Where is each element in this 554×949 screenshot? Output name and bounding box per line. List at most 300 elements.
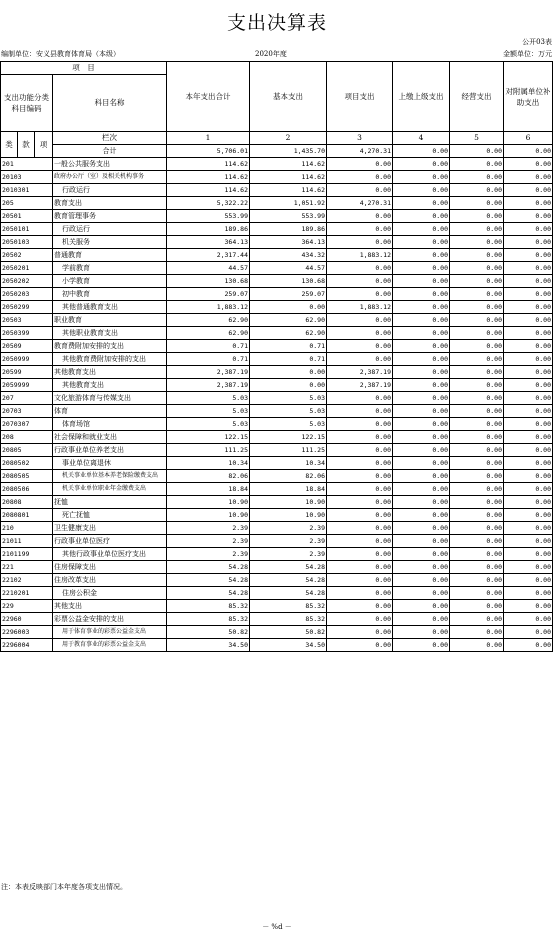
row-value: 0.00 [393, 522, 450, 535]
row-value: 0.00 [327, 223, 393, 236]
row-value: 0.00 [393, 379, 450, 392]
row-value: 0.00 [393, 275, 450, 288]
row-value: 0.00 [327, 522, 393, 535]
row-value: 0.00 [327, 626, 393, 639]
row-value: 0.00 [504, 405, 553, 418]
row-value: 0.00 [450, 457, 504, 470]
row-value: 0.00 [450, 171, 504, 184]
row-value: 0.00 [504, 639, 553, 652]
row-value: 82.06 [167, 470, 250, 483]
row-code: 2010301 [1, 184, 53, 197]
table-row [1, 301, 553, 314]
row-value: 0.00 [504, 444, 553, 457]
row-value: 0.00 [393, 444, 450, 457]
total-value: 1,435.70 [250, 145, 327, 158]
row-value: 0.00 [504, 314, 553, 327]
row-value: 0.00 [327, 561, 393, 574]
row-value: 10.90 [167, 509, 250, 522]
row-value: 0.00 [327, 353, 393, 366]
row-value: 364.13 [250, 236, 327, 249]
row-value: 85.32 [250, 613, 327, 626]
row-value: 0.00 [393, 301, 450, 314]
row-value: 0.00 [393, 223, 450, 236]
row-code: 221 [1, 561, 53, 574]
expenditure-table [0, 61, 553, 652]
row-value: 0.00 [327, 405, 393, 418]
row-code: 20805 [1, 444, 53, 457]
row-code: 2059999 [1, 379, 53, 392]
row-value: 0.00 [393, 210, 450, 223]
row-value: 5.03 [167, 405, 250, 418]
total-value: 0.00 [504, 145, 553, 158]
header-total: 本年支出合计 [167, 62, 250, 132]
row-value: 4,270.31 [327, 197, 393, 210]
row-value: 114.62 [167, 184, 250, 197]
row-name: 体育场馆 [53, 418, 167, 431]
row-name: 普通教育 [53, 249, 167, 262]
table-row [1, 275, 553, 288]
row-value: 0.00 [450, 327, 504, 340]
row-code: 2210201 [1, 587, 53, 600]
row-value: 2.39 [250, 535, 327, 548]
row-value: 0.00 [450, 587, 504, 600]
row-value: 0.00 [450, 561, 504, 574]
row-value: 0.00 [450, 249, 504, 262]
header-row-1 [1, 62, 553, 75]
row-value: 0.00 [393, 197, 450, 210]
row-value: 0.00 [504, 340, 553, 353]
col-no-4: 4 [393, 132, 450, 145]
row-value: 0.00 [504, 509, 553, 522]
row-value: 259.07 [167, 288, 250, 301]
row-value: 0.00 [450, 509, 504, 522]
table-row [1, 535, 553, 548]
row-value: 0.00 [327, 483, 393, 496]
row-name: 机关事业单位基本养老保险缴费支出 [53, 470, 167, 483]
row-value: 0.00 [327, 431, 393, 444]
row-value: 0.00 [327, 574, 393, 587]
row-name: 机关服务 [53, 236, 167, 249]
row-value: 0.00 [393, 496, 450, 509]
row-name: 其他教育费附加安排的支出 [53, 353, 167, 366]
row-value: 0.00 [450, 535, 504, 548]
row-name: 用于教育事业的彩票公益金支出 [53, 639, 167, 652]
row-value: 0.00 [450, 470, 504, 483]
row-code: 2050103 [1, 236, 53, 249]
row-code: 2050999 [1, 353, 53, 366]
row-code: 20599 [1, 366, 53, 379]
row-value: 0.00 [327, 548, 393, 561]
row-name: 教育支出 [53, 197, 167, 210]
header-lei: 类 [1, 132, 18, 158]
row-value: 0.00 [327, 457, 393, 470]
row-value: 0.00 [504, 418, 553, 431]
row-code: 229 [1, 600, 53, 613]
header-lanci: 栏次 [53, 132, 167, 145]
row-code: 2070307 [1, 418, 53, 431]
row-value: 0.71 [167, 353, 250, 366]
table-row [1, 470, 553, 483]
table-row [1, 223, 553, 236]
row-value: 114.62 [167, 171, 250, 184]
row-value: 82.06 [250, 470, 327, 483]
table-row [1, 431, 553, 444]
row-value: 34.50 [250, 639, 327, 652]
row-value: 54.28 [167, 587, 250, 600]
row-code: 2050299 [1, 301, 53, 314]
row-value: 0.00 [504, 249, 553, 262]
row-value: 0.00 [504, 197, 553, 210]
row-value: 54.28 [250, 561, 327, 574]
row-value: 0.00 [393, 561, 450, 574]
row-value: 0.00 [327, 171, 393, 184]
total-label: 合计 [53, 145, 167, 158]
row-name: 抚恤 [53, 496, 167, 509]
row-value: 0.00 [327, 496, 393, 509]
row-value: 0.00 [393, 626, 450, 639]
row-value: 0.00 [450, 158, 504, 171]
row-value: 259.07 [250, 288, 327, 301]
row-value: 54.28 [167, 574, 250, 587]
row-value: 0.00 [504, 483, 553, 496]
row-value: 0.00 [327, 340, 393, 353]
row-value: 0.00 [450, 639, 504, 652]
row-value: 114.62 [250, 158, 327, 171]
row-value: 0.00 [327, 613, 393, 626]
row-value: 0.00 [393, 457, 450, 470]
row-code: 2080506 [1, 483, 53, 496]
row-value: 0.00 [450, 366, 504, 379]
row-value: 0.00 [504, 275, 553, 288]
row-value: 85.32 [167, 600, 250, 613]
row-code: 2296004 [1, 639, 53, 652]
row-name: 行政事业单位养老支出 [53, 444, 167, 457]
row-name: 事业单位离退休 [53, 457, 167, 470]
row-value: 0.00 [327, 535, 393, 548]
row-name: 卫生健康支出 [53, 522, 167, 535]
row-value: 44.57 [250, 262, 327, 275]
total-value: 0.00 [450, 145, 504, 158]
row-value: 0.00 [393, 535, 450, 548]
row-value: 85.32 [250, 600, 327, 613]
row-value: 0.00 [450, 548, 504, 561]
row-code: 2050399 [1, 327, 53, 340]
row-value: 62.90 [250, 327, 327, 340]
row-name: 行政运行 [53, 184, 167, 197]
row-value: 2,387.19 [167, 379, 250, 392]
row-value: 0.00 [327, 288, 393, 301]
row-value: 50.82 [250, 626, 327, 639]
row-code: 210 [1, 522, 53, 535]
table-row [1, 613, 553, 626]
table-row [1, 366, 553, 379]
row-code: 2050201 [1, 262, 53, 275]
row-value: 0.00 [504, 574, 553, 587]
row-value: 0.00 [393, 366, 450, 379]
table-row [1, 574, 553, 587]
row-value: 0.00 [504, 210, 553, 223]
table-note: 注：本表反映部门本年度各项支出情况。 [1, 883, 127, 891]
row-value: 0.71 [167, 340, 250, 353]
row-name: 一般公共服务支出 [53, 158, 167, 171]
header-xiangmu: 项 目 [1, 62, 167, 75]
row-name: 住房公积金 [53, 587, 167, 600]
total-value: 0.00 [393, 145, 450, 158]
row-value: 0.00 [504, 561, 553, 574]
row-value: 0.00 [504, 457, 553, 470]
row-name: 彩票公益金安排的支出 [53, 613, 167, 626]
table-row [1, 171, 553, 184]
row-value: 122.15 [167, 431, 250, 444]
table-row [1, 587, 553, 600]
row-value: 0.00 [504, 379, 553, 392]
table-row [1, 314, 553, 327]
table-row [1, 197, 553, 210]
row-name: 教育管理事务 [53, 210, 167, 223]
amount-unit: 金额单位：万元 [503, 50, 552, 58]
page-number: － %d － [262, 923, 292, 931]
row-value: 0.00 [504, 522, 553, 535]
total-value: 5,706.01 [167, 145, 250, 158]
col-no-1: 1 [167, 132, 250, 145]
row-code: 207 [1, 392, 53, 405]
table-row [1, 353, 553, 366]
table-row [1, 561, 553, 574]
row-code: 20501 [1, 210, 53, 223]
table-row [1, 444, 553, 457]
row-value: 0.00 [327, 314, 393, 327]
table-row [1, 405, 553, 418]
row-value: 5.03 [250, 392, 327, 405]
col-no-3: 3 [327, 132, 393, 145]
row-value: 34.50 [167, 639, 250, 652]
row-value: 0.00 [450, 613, 504, 626]
row-value: 0.00 [504, 353, 553, 366]
row-code: 201 [1, 158, 53, 171]
row-name: 职业教育 [53, 314, 167, 327]
row-value: 0.00 [450, 210, 504, 223]
header-kuan: 款 [18, 132, 35, 158]
row-value: 0.00 [393, 236, 450, 249]
row-value: 1,883.12 [167, 301, 250, 314]
row-name: 其他普通教育支出 [53, 301, 167, 314]
row-value: 5.03 [250, 418, 327, 431]
header-basic: 基本支出 [250, 62, 327, 132]
row-value: 2,387.19 [327, 366, 393, 379]
row-value: 0.00 [450, 418, 504, 431]
row-value: 0.00 [393, 288, 450, 301]
row-value: 10.90 [250, 509, 327, 522]
row-name: 死亡抚恤 [53, 509, 167, 522]
table-code: 公开03表 [522, 38, 552, 46]
row-code: 20509 [1, 340, 53, 353]
table-row [1, 158, 553, 171]
table-row [1, 496, 553, 509]
row-value: 50.82 [167, 626, 250, 639]
row-value: 0.00 [327, 444, 393, 457]
table-row [1, 379, 553, 392]
row-name: 其他教育支出 [53, 379, 167, 392]
row-value: 1,883.12 [327, 301, 393, 314]
row-code: 20502 [1, 249, 53, 262]
table-row [1, 392, 553, 405]
row-value: 0.00 [504, 366, 553, 379]
row-value: 2,387.19 [167, 366, 250, 379]
row-value: 0.00 [450, 444, 504, 457]
row-value: 5.03 [167, 418, 250, 431]
row-value: 0.00 [504, 288, 553, 301]
row-value: 0.71 [250, 353, 327, 366]
row-value: 1,051.92 [250, 197, 327, 210]
row-name: 文化旅游体育与传媒支出 [53, 392, 167, 405]
row-value: 54.28 [250, 574, 327, 587]
header-upper: 上缴上级支出 [393, 62, 450, 132]
row-code: 20503 [1, 314, 53, 327]
row-value: 62.90 [167, 327, 250, 340]
row-value: 0.00 [393, 314, 450, 327]
row-name: 教育费附加安排的支出 [53, 340, 167, 353]
row-name: 体育 [53, 405, 167, 418]
table-row [1, 327, 553, 340]
header-row-lanci [1, 132, 553, 145]
table-row [1, 210, 553, 223]
row-value: 5.03 [250, 405, 327, 418]
row-value: 2.39 [167, 522, 250, 535]
row-value: 130.68 [250, 275, 327, 288]
row-code: 22102 [1, 574, 53, 587]
row-value: 85.32 [167, 613, 250, 626]
row-value: 0.00 [327, 587, 393, 600]
row-value: 0.00 [450, 314, 504, 327]
row-code: 2050202 [1, 275, 53, 288]
row-value: 0.00 [450, 275, 504, 288]
row-value: 5,322.22 [167, 197, 250, 210]
row-value: 0.00 [450, 236, 504, 249]
row-value: 0.00 [504, 262, 553, 275]
row-value: 0.00 [504, 223, 553, 236]
row-code: 208 [1, 431, 53, 444]
row-value: 0.00 [504, 392, 553, 405]
row-value: 0.00 [450, 223, 504, 236]
row-value: 0.00 [393, 509, 450, 522]
row-value: 553.99 [250, 210, 327, 223]
row-value: 10.90 [167, 496, 250, 509]
row-name: 住房保障支出 [53, 561, 167, 574]
table-row [1, 483, 553, 496]
row-value: 2,317.44 [167, 249, 250, 262]
row-value: 0.00 [393, 262, 450, 275]
row-value: 0.00 [450, 522, 504, 535]
row-value: 0.00 [450, 197, 504, 210]
row-value: 0.00 [504, 327, 553, 340]
row-value: 62.90 [250, 314, 327, 327]
row-value: 0.00 [393, 600, 450, 613]
header-xiang: 项 [35, 132, 53, 158]
row-value: 0.00 [327, 600, 393, 613]
row-value: 54.28 [167, 561, 250, 574]
row-code: 2080505 [1, 470, 53, 483]
row-value: 0.00 [327, 236, 393, 249]
row-value: 10.34 [250, 457, 327, 470]
row-value: 0.00 [504, 158, 553, 171]
row-value: 0.00 [504, 587, 553, 600]
row-value: 2.39 [250, 522, 327, 535]
row-name: 其他行政事业单位医疗支出 [53, 548, 167, 561]
row-value: 0.00 [393, 587, 450, 600]
row-value: 0.00 [450, 574, 504, 587]
row-value: 189.86 [250, 223, 327, 236]
row-value: 10.34 [167, 457, 250, 470]
row-name: 行政事业单位医疗 [53, 535, 167, 548]
org-name: 编制单位：安义县教育体育局（本级） [1, 50, 120, 58]
row-value: 0.00 [504, 496, 553, 509]
row-value: 1,883.12 [327, 249, 393, 262]
report-year: 2020年度 [255, 50, 287, 58]
row-value: 0.00 [327, 210, 393, 223]
row-value: 0.00 [393, 340, 450, 353]
row-value: 0.00 [327, 418, 393, 431]
row-value: 0.00 [327, 184, 393, 197]
row-value: 18.84 [250, 483, 327, 496]
row-name: 用于体育事业的彩票公益金支出 [53, 626, 167, 639]
row-code: 20103 [1, 171, 53, 184]
row-code: 2101199 [1, 548, 53, 561]
row-name: 其他教育支出 [53, 366, 167, 379]
row-value: 0.00 [504, 626, 553, 639]
row-value: 0.00 [393, 483, 450, 496]
row-value: 0.00 [450, 288, 504, 301]
row-name: 学前教育 [53, 262, 167, 275]
row-value: 2.39 [167, 548, 250, 561]
header-code-label: 支出功能分类科目编码 [1, 75, 53, 132]
row-value: 0.00 [450, 483, 504, 496]
row-value: 0.00 [450, 262, 504, 275]
row-name: 住房改革支出 [53, 574, 167, 587]
table-row [1, 548, 553, 561]
row-value: 0.00 [327, 509, 393, 522]
row-value: 0.00 [327, 327, 393, 340]
row-value: 553.99 [167, 210, 250, 223]
report-meta [0, 49, 554, 61]
row-value: 0.00 [393, 418, 450, 431]
row-value: 0.00 [450, 301, 504, 314]
header-name-label: 科目名称 [53, 75, 167, 132]
row-value: 0.00 [327, 470, 393, 483]
row-value: 0.00 [504, 301, 553, 314]
row-value: 114.62 [250, 184, 327, 197]
row-value: 54.28 [250, 587, 327, 600]
row-code: 2050203 [1, 288, 53, 301]
row-value: 0.00 [327, 392, 393, 405]
row-value: 0.00 [393, 353, 450, 366]
row-code: 20703 [1, 405, 53, 418]
row-code: 2050101 [1, 223, 53, 236]
row-value: 0.00 [504, 600, 553, 613]
row-value: 62.90 [167, 314, 250, 327]
row-value: 434.32 [250, 249, 327, 262]
row-code: 205 [1, 197, 53, 210]
row-value: 0.00 [393, 574, 450, 587]
table-row [1, 509, 553, 522]
row-name: 初中教育 [53, 288, 167, 301]
header-project: 项目支出 [327, 62, 393, 132]
row-value: 0.00 [450, 392, 504, 405]
table-row [1, 249, 553, 262]
row-value: 0.00 [450, 340, 504, 353]
row-value: 0.00 [327, 158, 393, 171]
total-value: 4,270.31 [327, 145, 393, 158]
row-value: 18.84 [167, 483, 250, 496]
